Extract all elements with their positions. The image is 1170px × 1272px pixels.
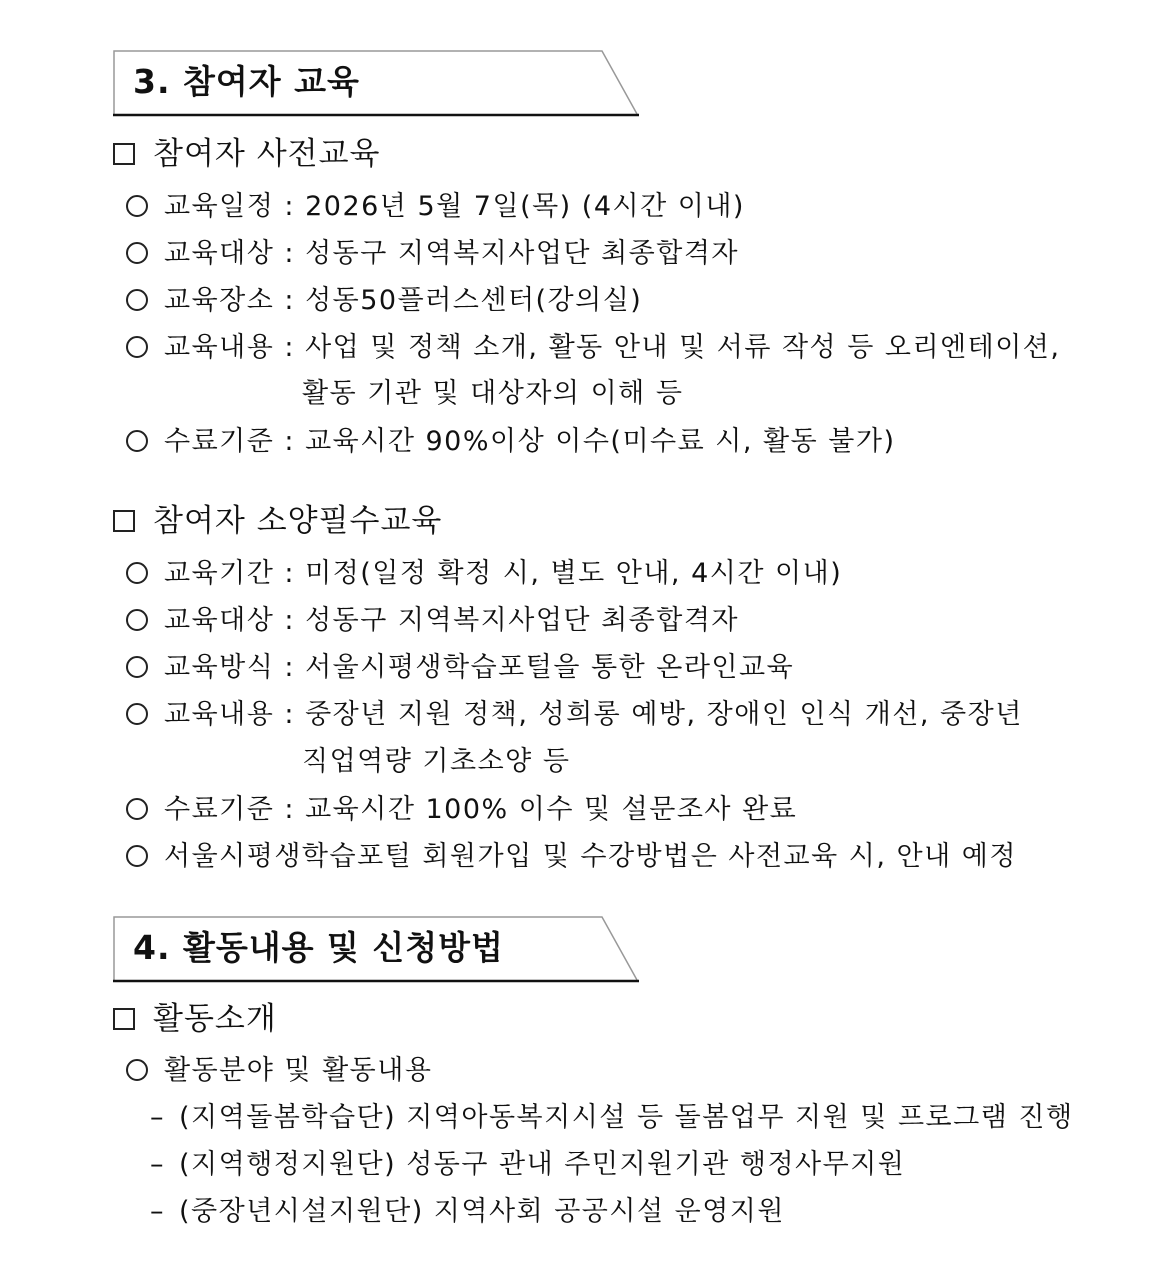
sub-list-item: – (중장년시설지원단) 지역사회 공공시설 운영지원 bbox=[150, 1196, 785, 1227]
section-3-title: 3. 참여자 교육 bbox=[133, 62, 360, 101]
circle-bullet-icon bbox=[126, 798, 148, 820]
square-bullet-icon bbox=[113, 143, 135, 165]
dash-bullet: – bbox=[150, 1102, 165, 1133]
sub-list-item: – (지역돌봄학습단) 지역아동복지시설 등 돌봄업무 지원 및 프로그램 진행 bbox=[150, 1102, 1074, 1133]
section-4-header bbox=[113, 916, 643, 984]
dash-bullet: – bbox=[150, 1149, 165, 1180]
circle-bullet-icon bbox=[126, 242, 148, 264]
list-item: 교육내용 : 중장년 지원 정책, 성희롱 예방, 장애인 인식 개선, 중장년 bbox=[126, 692, 1023, 731]
list-item: 활동분야 및 활동내용 bbox=[126, 1048, 432, 1087]
list-item: 수료기준 : 교육시간 90%이상 이수(미수료 시, 활동 불가) bbox=[126, 419, 895, 458]
list-item: 서울시평생학습포털 회원가입 및 수강방법은 사전교육 시, 안내 예정 bbox=[126, 834, 1017, 873]
circle-bullet-icon bbox=[126, 703, 148, 725]
circle-bullet-icon bbox=[126, 289, 148, 311]
list-item-continuation: 활동 기관 및 대상자의 이해 등 bbox=[302, 378, 684, 409]
circle-bullet-icon bbox=[126, 430, 148, 452]
pre-education-heading: 참여자 사전교육 bbox=[113, 128, 380, 173]
section-4-title: 4. 활동내용 및 신청방법 bbox=[133, 928, 504, 967]
list-item: 수료기준 : 교육시간 100% 이수 및 설문조사 완료 bbox=[126, 787, 797, 826]
list-item-continuation: 직업역량 기초소양 등 bbox=[302, 746, 571, 777]
list-item: 교육방식 : 서울시평생학습포털을 통한 온라인교육 bbox=[126, 645, 794, 684]
activity-intro-heading: 활동소개 bbox=[113, 993, 277, 1038]
circle-bullet-icon bbox=[126, 336, 148, 358]
circle-bullet-icon bbox=[126, 195, 148, 217]
square-bullet-icon bbox=[113, 510, 135, 532]
square-bullet-icon bbox=[113, 1008, 135, 1030]
list-item: 교육대상 : 성동구 지역복지사업단 최종합격자 bbox=[126, 598, 739, 637]
circle-bullet-icon bbox=[126, 609, 148, 631]
section-3-header bbox=[113, 50, 643, 118]
circle-bullet-icon bbox=[126, 656, 148, 678]
list-item: 교육일정 : 2026년 5월 7일(목) (4시간 이내) bbox=[126, 184, 745, 223]
list-item: 교육기간 : 미정(일정 확정 시, 별도 안내, 4시간 이내) bbox=[126, 551, 842, 590]
list-item: 교육대상 : 성동구 지역복지사업단 최종합격자 bbox=[126, 231, 739, 270]
circle-bullet-icon bbox=[126, 845, 148, 867]
circle-bullet-icon bbox=[126, 1059, 148, 1081]
sub-list-item: – (지역행정지원단) 성동구 관내 주민지원기관 행정사무지원 bbox=[150, 1149, 906, 1180]
circle-bullet-icon bbox=[126, 562, 148, 584]
list-item: 교육장소 : 성동50플러스센터(강의실) bbox=[126, 278, 642, 317]
list-item: 교육내용 : 사업 및 정책 소개, 활동 안내 및 서류 작성 등 오리엔테이션, bbox=[126, 325, 1060, 364]
dash-bullet: – bbox=[150, 1196, 165, 1227]
required-education-heading: 참여자 소양필수교육 bbox=[113, 495, 442, 540]
